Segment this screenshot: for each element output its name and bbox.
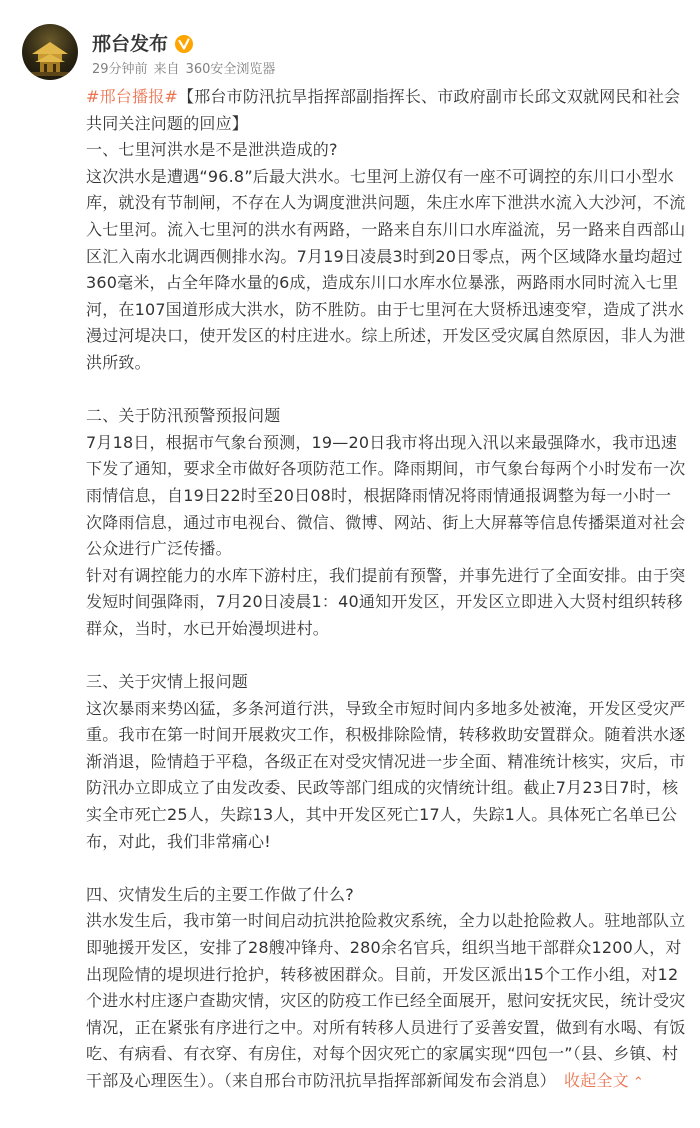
section-paragraph: 7月18日，根据市气象台预测，19—20日我市将出现入汛以来最强降水，我市迅速下发了通知，要求全市做好各项防范工作。降雨期间，市气象台每两个小时发布一次雨情信息，自19日22时至20日08时，根据降雨情况将雨情通报调整为每一小时一次降雨信息，通过市电视台、微信、微博、网站、街上大屏幕等信息传播渠道对社会公众进行广泛传播。 [86,432,686,559]
chevron-up-icon: ⌃ [632,1074,644,1090]
post-meta [92,60,281,80]
section-paragraph: 这次洪水是遭遇“96.8”后最大洪水。七里河上游仅有一座不可调控的东川口小型水库，就没有节制闸，不存在人为调度泄洪问题，朱庄水库下泄洪水流入大沙河，不流入七里河。流入七里河的洪水有两路，一路来自东川口水库溢流，另一路来自西部山区汇入南水北调西侧排水沟。7月19日凌晨3时到20日零点，两个区域降水量均超过360毫米，占全年降水量的6成，造成东川口水库水位暴涨，两路雨水同时流入七里河，在107国道形成大洪水，防不胜防。由于七里河在大贤桥迅速变窄，造成了洪水漫过河堤决口，使开发区的村庄进水。综上所述，开发区受灾属自然原因，非人为泄洪所致。 [86,166,686,372]
section-heading: 四、灾情发生后的主要工作做了什么? [86,884,354,904]
verified-badge-icon [174,34,194,54]
section-paragraph: 洪水发生后，我市第一时间启动抗洪抢险救灾系统，全力以赴抢险救人。驻地部队立即驰援开发区，安排了28艘冲锋舟、280余名官兵，组织当地干部群众1200人，对出现险情的堤坝进行抢护，转移被困群众。目前，开发区派出15个工作小组，对12个进水村庄逐户查勘灾情，灾区的防疫工作已经全面展开，慰问安抚灾民，统计受灾情况，正在紧张有序进行之中。对所有转移人员进行了妥善安置，做到有水喝、有饭吃、有病看、有衣穿、有房住，对每个因灾死亡的家属实现“四包一”（县、乡镇、村干部及心理医生）。（来自邢台市防汛抗旱指挥部新闻发布会消息） [86,911,686,1090]
section-heading: 三、关于灾情上报问题 [86,672,249,692]
topic-tag-link[interactable]: #邢台播报# [86,87,179,106]
section-paragraph: 这次暴雨来势凶猛，多条河道行洪，导致全市短时间内多地多处被淹，开发区受灾严重。我市在第一时间开展救灾工作，积极排除险情，转移救助安置群众。随着洪水逐渐消退，险情趋于平稳，各级正在对受灾情况进一步全面、精准统计核实，灾后，市防汛办立即成立了由发改委、民政等部门组成的灾情统计组。截止7月23日7时，核实全市死亡25人，失踪13人，其中开发区死亡17人，失踪1人。具体死亡名单已公布，对此，我们非常痛心! [86,698,686,851]
source-prefix: 来自 [153,62,180,77]
post-title-line [86,84,686,137]
section-gap [86,377,686,404]
post-time[interactable]: 29分钟前 [92,62,148,77]
section-paragraph-last [86,908,686,1096]
section-gap [86,855,686,882]
collapse-full-text-link[interactable] [564,1071,644,1090]
post-source[interactable]: 360安全浏览器 [185,62,276,77]
author-avatar[interactable] [22,24,78,80]
author-name[interactable]: 邢台发布 [92,33,169,55]
section-gap [86,642,686,669]
post-content [86,84,686,1097]
section-heading: 一、七里河洪水是不是泄洪造成的? [86,140,338,160]
post-title: 【邢台市防汛抗旱指挥部副指挥长、市政府副市长邱文双就网民和社会共同关注问题的回应】 [86,87,681,133]
section-paragraph: 针对有调控能力的水库下游村庄，我们提前有预警，并事先进行了全面安排。由于突发短时间强降雨，7月20日凌晨1：40通知开发区，开发区立即进入大贤村组织转移群众，当时，水已开始漫坝进村。 [86,565,686,638]
section-heading: 二、关于防汛预警预报问题 [86,406,281,426]
collapse-label: 收起全文 [564,1070,629,1090]
author-row [92,30,194,58]
